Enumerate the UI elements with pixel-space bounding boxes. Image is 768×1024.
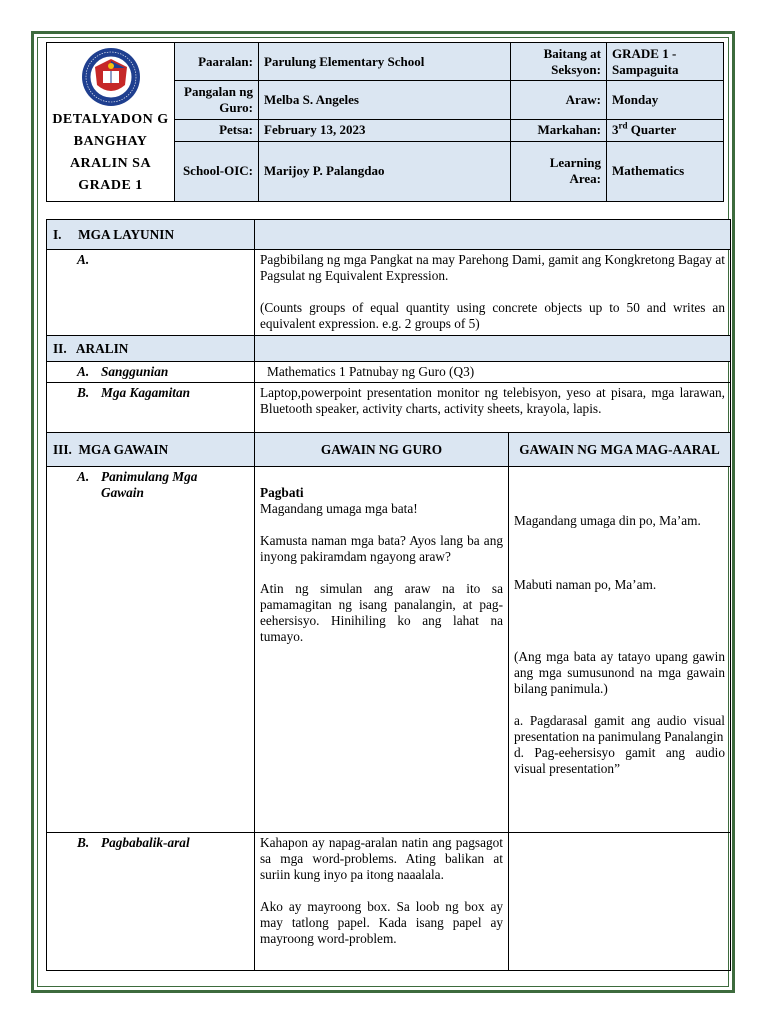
guro-value: Melba S. Angeles [259,81,511,119]
mag-aaral-pagdarasal: a. Pagdarasal gamit ang audio visual presentation na panimulang Panalangin [514,713,725,744]
markahan-value [607,119,724,141]
guro-kamusta: Kamusta naman mga bata? Ayos lang ba ang inyong pakiramdam ngayong araw? [260,533,503,564]
balik-aral-p1: Kahapon ay napag-aralan natin ang pagsagot sa mga word-problems. Ating balikan at suriin kung inyo pa itong naaalala. [260,835,503,882]
panimula-label: Panimulang Mga Gawain [101,469,198,500]
section-layunin-blank [255,220,731,250]
petsa-value: February 13, 2023 [259,119,511,141]
area-label: Learning Area: [511,141,607,201]
header-table [46,42,724,202]
area-value: Mathematics [607,141,724,201]
paaralan-label: Paaralan: [175,43,259,81]
kagamitan-label-cell [47,383,255,433]
kagamitan-value: Laptop,powerpoint presentation monitor ng telebisyon, yeso at pisara, mga larawan, Bluetooth speaker, activity charts, activity sheets, krayola, lapis. [255,383,731,433]
section-aralin-heading: II. ARALIN [47,336,255,362]
sanggunian-label-cell [47,362,255,383]
mag-aaral-mabuti: Mabuti naman po, Ma’am. [514,577,657,592]
col-gawain-mag-aaral: GAWAIN NG MGA MAG-AARAL [509,433,731,467]
kagamitan-label: Mga Kagamitan [101,385,191,400]
deped-seal-icon [81,47,141,107]
markahan-suffix: rd [618,120,628,131]
section-aralin-blank [255,336,731,362]
layunin-text-english: (Counts groups of equal quantity using concrete objects up to 50 and writes an equivalent expression. e.g. 2 groups of 5) [260,300,725,331]
petsa-label: Petsa: [175,119,259,141]
balik-aral-letter: B. [77,835,90,850]
panimula-mag-aaral-cell [509,467,731,833]
baitang-label: Baitang at Seksyon: [511,43,607,81]
page-title: DETALYADON G BANGHAY ARALIN SA GRADE 1 [52,112,169,193]
markahan-label: Markahan: [511,119,607,141]
oic-label: School-OIC: [175,141,259,201]
guro-panalangin: Atin ng simulan ang araw na ito sa pamamagitan ng isang panalangin, at pag-eehersisyo. Hinihiling ko ang lahat na tumayo. [260,581,503,644]
balik-aral-label: Pagbabalik-aral [101,835,190,850]
panimula-label-cell [47,467,255,833]
balik-aral-p2: Ako ay mayroong box. Sa loob ng box ay may tatlong papel. Kada isang papel ay mayroong word-problem. [260,899,503,946]
mag-aaral-tatayo: (Ang mga bata ay tatayo upang gawin ang mga sumusunond na mga gawain bilang panimula.) [514,649,725,696]
markahan-number: 3 [612,122,619,138]
sanggunian-letter: A. [77,364,90,379]
lesson-plan-table [46,219,731,971]
section-layunin-heading: I. MGA LAYUNIN [47,220,255,250]
balik-aral-mag-aaral-cell [509,833,731,971]
baitang-value: GRADE 1 - Sampaguita [607,43,724,81]
kagamitan-letter: B. [77,385,90,400]
paaralan-value: Parulung Elementary School [259,43,511,81]
layunin-letter: A. [77,252,90,267]
guro-greeting: Magandang umaga mga bata! [260,501,418,516]
section-gawain-heading: III. MGA GAWAIN [47,433,255,467]
title-cell [47,43,175,202]
oic-value: Marijoy P. Palangdao [259,141,511,201]
araw-label: Araw: [511,81,607,119]
panimula-guro-cell [255,467,509,833]
mag-aaral-greeting: Magandang umaga din po, Ma’am. [514,513,701,528]
balik-aral-label-cell [47,833,255,971]
sanggunian-label: Sanggunian [101,364,169,379]
layunin-item-a [47,250,255,336]
balik-aral-guro-cell [255,833,509,971]
markahan-quarter: Quarter [627,122,677,138]
panimula-letter: A. [77,469,90,484]
col-gawain-guro: GAWAIN NG GURO [255,433,509,467]
guro-label: Pangalan ng Guro: [175,81,259,119]
pagbati-title: Pagbati [260,485,304,500]
sanggunian-value: Mathematics 1 Patnubay ng Guro (Q3) [255,362,731,383]
layunin-text-tagalog: Pagbibilang ng mga Pangkat na may Parehong Dami, gamit ang Kongkretong Bagay at Pagsulat ng Equivalent Expression. [260,252,725,283]
araw-value: Monday [607,81,724,119]
layunin-text [255,250,731,336]
mag-aaral-ehersisyo: d. Pag-eehersisyo gamit ang audio visual presentation” [514,745,725,776]
